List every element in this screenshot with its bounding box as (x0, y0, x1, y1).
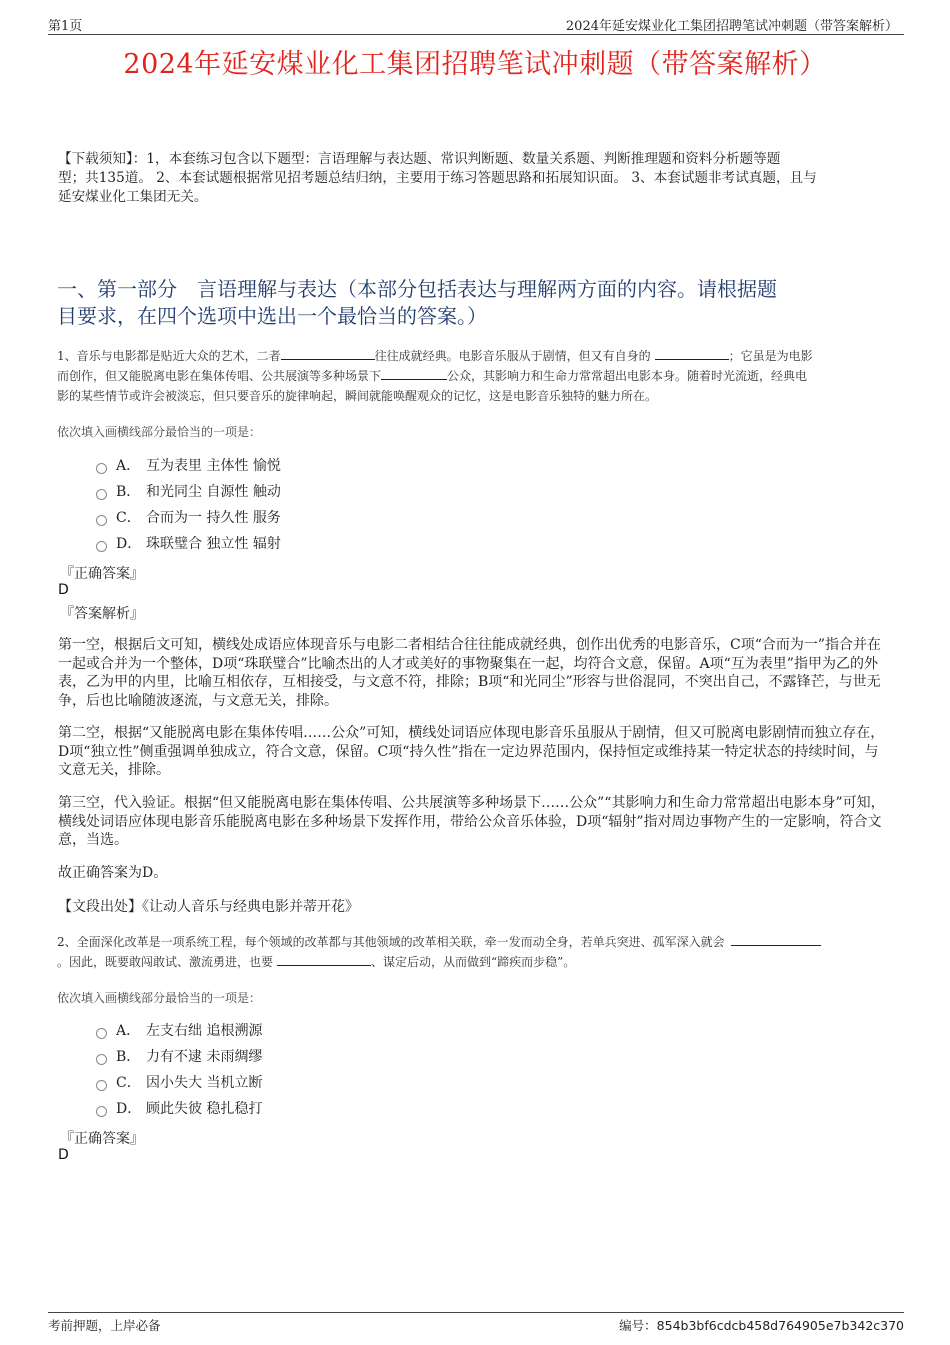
analysis-conclusion: 故正确答案为D。 (58, 865, 168, 881)
radio-icon[interactable] (96, 1054, 107, 1065)
section-heading-line: 一、第一部分 言语理解与表达（本部分包括表达与理解两方面的内容。请根据题 (57, 277, 777, 301)
fill-blank (381, 367, 447, 380)
fill-blank (655, 347, 729, 360)
question-2-instruction: 依次填入画横线部分最恰当的一项是： (57, 991, 262, 1005)
fill-blank (277, 953, 371, 966)
source-citation: 【文段出处】《让动人音乐与经典电影并蒂开花》 (58, 899, 359, 915)
radio-icon[interactable] (96, 489, 107, 500)
page-title: 2024年延安煤业化工集团招聘笔试冲刺题（带答案解析） (123, 49, 827, 80)
download-notice (58, 150, 896, 207)
answer-label: 『正确答案』 (60, 1131, 144, 1147)
analysis-paragraph: 第一空，根据后文可知，横线处成语应体现音乐与电影二者相结合往往能成就经典，创作出优秀的电影音乐，C项“合而为一”指合并在一起或合并为一个整体，D项“珠联璧合”比喻杰出的人才或美好的事物聚集在一起，均符合文意，保留。A项“互为表里”指甲为乙的外表，乙为甲的内里，比喻互相依存，互相接受，与文意不符，排除；B项“和光同尘”形容与世俗混同，不突出自己，不露锋芒，与世无争，后也比喻随波逐流，与文意无关，排除。 (58, 637, 882, 709)
radio-icon[interactable] (96, 515, 107, 526)
radio-icon[interactable] (96, 1106, 107, 1117)
question-2-option-a[interactable]: A． 左支右绌 追根溯源 (96, 1021, 262, 1041)
radio-icon[interactable] (96, 1028, 107, 1039)
answer-value: D (58, 582, 69, 598)
page-number: 第1页 (48, 19, 83, 34)
question-2-option-d[interactable]: D． 顾此失彼 稳扎稳打 (96, 1099, 262, 1119)
footer-doc-id: 编号：854b3bf6cdcb458d764905e7b342c370 (619, 1318, 904, 1333)
fill-blank (281, 347, 375, 360)
question-2-option-c[interactable]: C． 因小失大 当机立断 (96, 1073, 262, 1093)
page-footer (48, 1312, 904, 1333)
question-1-option-b[interactable]: B． 和光同尘 自源性 触动 (96, 482, 281, 502)
section-heading-line: 目要求，在四个选项中选出一个最恰当的答案。） (57, 304, 487, 328)
question-1-option-d[interactable]: D． 珠联璧合 独立性 辐射 (96, 534, 281, 554)
question-1-instruction: 依次填入画横线部分最恰当的一项是： (57, 425, 262, 439)
footer-slogan: 考前押题，上岸必备 (48, 1318, 161, 1333)
header-doc-title: 2024年延安煤业化工集团招聘笔试冲刺题（带答案解析） (565, 19, 898, 34)
question-2-option-b[interactable]: B． 力有不逮 未雨绸缪 (96, 1047, 262, 1067)
notice-line: 型；共135道。 2、本套试题根据常见招考题总结归纳，主要用于练习答题思路和拓展知识面。 3、本套试题非考试真题，且与 (58, 170, 817, 186)
radio-icon[interactable] (96, 541, 107, 552)
radio-icon[interactable] (96, 1080, 107, 1091)
radio-icon[interactable] (96, 463, 107, 474)
notice-line: 延安煤业化工集团无关。 (58, 189, 208, 205)
question-1-option-a[interactable]: A． 互为表里 主体性 愉悦 (96, 456, 281, 476)
analysis-paragraph: 第二空，根据“又能脱离电影在集体传唱……公众”可知，横线处词语应体现电影音乐虽服从于剧情，但又可脱离电影剧情而独立存在，D项“独立性”侧重强调单独成立，符合文意，保留。C项“持久性”指在一定边界范围内，保持恒定或维持某一特定状态的持续时间，与文意无关，排除。 (58, 725, 885, 778)
answer-value: D (58, 1147, 69, 1163)
notice-line: 【下载须知】：1，本套练习包含以下题型：言语理解与表达题、常识判断题、数量关系题、判断推理题和资料分析题等题 (58, 151, 781, 167)
question-1-text: 1、音乐与电影都是贴近大众的艺术，二者 往往成就经典。电影音乐服从于剧情，但又有自身的 ；它虽是为电影 而创作，但又能脱离电影在集体传唱、公共展演等多种场景下 公众，其影响力和生命力常常超出电影本身。随着时光流逝，经典电 影的某些情节或许会被淡忘，但只要音乐的旋律响起，瞬间就能唤醒观众的记忆，这是电影音乐独特的魅力所在。 (57, 349, 813, 403)
section-heading (57, 276, 897, 330)
answer-label: 『正确答案』 (60, 566, 144, 582)
question-1-option-c[interactable]: C． 合而为一 持久性 服务 (96, 508, 281, 528)
analysis-label: 『答案解析』 (60, 606, 144, 622)
page-header (48, 14, 904, 35)
question-2-text: 2、全面深化改革是一项系统工程，每个领域的改革都与其他领域的改革相关联，牵一发而动全身，若单兵突进、孤军深入就会 。因此，既要敢闯敢试、激流勇进，也要 、谋定后动，从而做到“蹄疾而步稳”。 (57, 932, 895, 972)
analysis-paragraph: 第三空，代入验证。根据“但又能脱离电影在集体传唱、公共展演等多种场景下……公众”“其影响力和生命力常常超出电影本身”可知，横线处词语应体现电影音乐能脱离电影在多种场景下发挥作用，带给公众音乐体验，D项“辐射”指对周边事物产生的一定影响，符合文意，当选。 (58, 795, 885, 848)
fill-blank (731, 933, 821, 946)
